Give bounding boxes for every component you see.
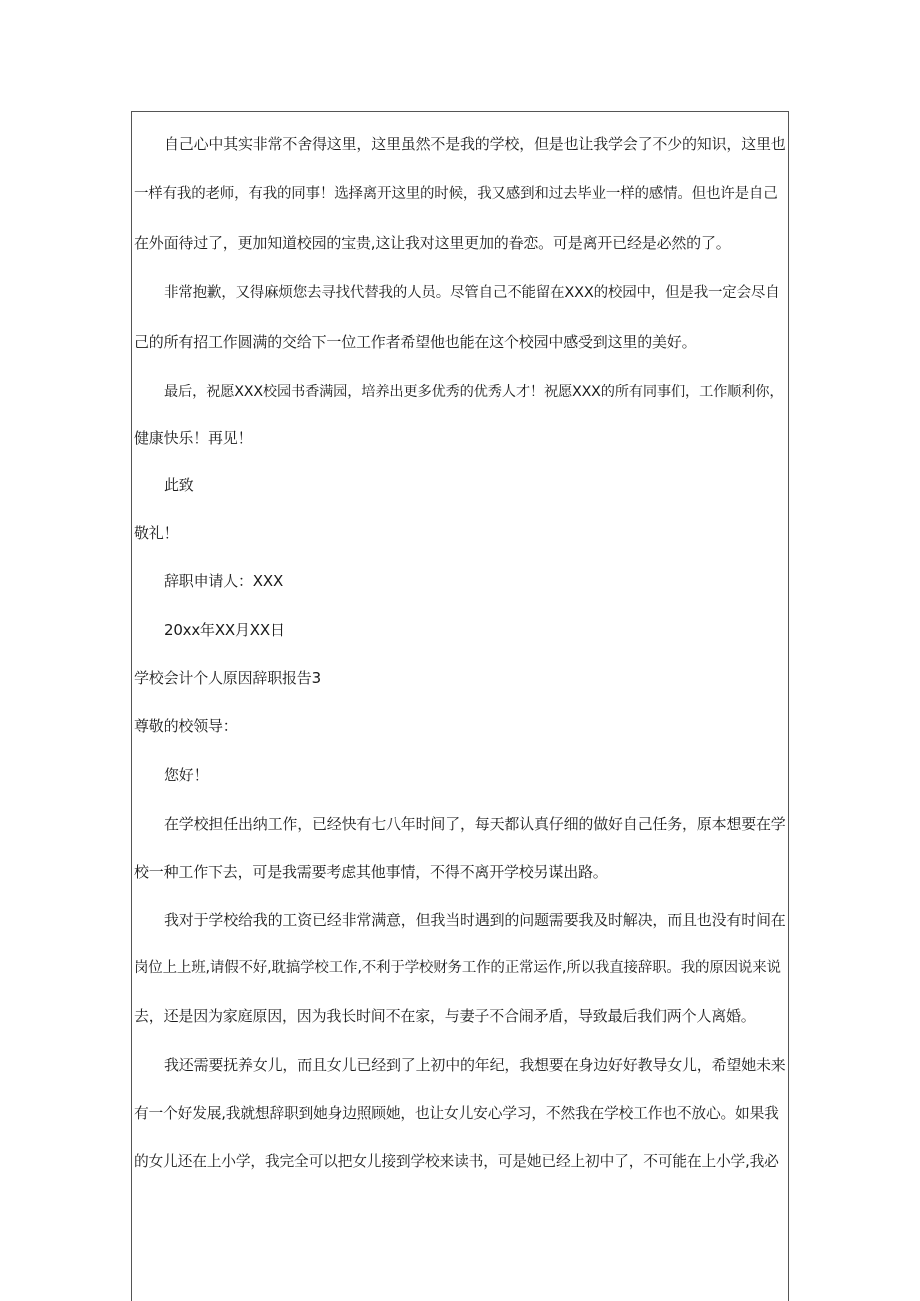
text-line: 我还需要抚养女儿，而且女儿已经到了上初中的年纪，我想要在身边好好教导女儿，希望她未来 — [164, 1056, 786, 1074]
greeting: 您好！ — [164, 766, 209, 784]
text-line: 一样有我的老师，有我的同事！选择离开这里的时候，我又感到和过去毕业一样的感情。但也许是自己 — [134, 186, 778, 202]
date-line: 20xx年XX月XX日 — [164, 621, 285, 639]
text-line: 非常抱歉，又得麻烦您去寻找代替我的人员。尽管自己不能留在XXX的校园中，但是我一定会尽自 — [164, 285, 780, 301]
text-line: 校一种工作下去，可是我需要考虑其他事情，不得不离开学校另谋出路。 — [134, 863, 608, 881]
signature-line: 辞职申请人：XXX — [164, 572, 284, 590]
text-line: 去，还是因为家庭原因，因为我长时间不在家，与妻子不合闹矛盾，导致最后我们两个人离婚。 — [134, 1007, 756, 1025]
text-line: 在外面待过了，更加知道校园的宝贵,这让我对这里更加的眷恋。可是离开已经是必然的了。 — [134, 234, 731, 252]
text-line: 自己心中其实非常不舍得这里，这里虽然不是我的学校，但是也让我学会了不少的知识，这里也 — [164, 135, 786, 153]
text-line: 在学校担任出纳工作，已经快有七八年时间了，每天都认真仔细的做好自己任务，原本想要在学 — [164, 815, 786, 833]
text-line: 的女儿还在上小学，我完全可以把女儿接到学校来读书，可是她已经上初中了，不可能在上小学,我必 — [134, 1153, 779, 1170]
text-line: 最后，祝愿XXX校园书香满园，培养出更多优秀的优秀人才！祝愿XXX的所有同事们，工作顺利你， — [164, 384, 784, 400]
closing-salutation: 此致 — [164, 476, 194, 494]
text-line: 岗位上上班,请假不好,耽搞学校工作,不利于学校财务工作的正常运作,所以我直接辞职。我的原因说来说 — [134, 960, 781, 976]
closing-regards: 敬礼！ — [134, 524, 179, 542]
greeting-recipient: 尊敬的校领导： — [134, 717, 238, 735]
text-line: 己的所有招工作圆满的交给下一位工作者希望他也能在这个校园中感受到这里的美好。 — [134, 333, 697, 351]
text-line: 我对于学校给我的工资已经非常满意，但我当时遇到的问题需要我及时解决，而且也没有时间在 — [164, 911, 786, 929]
section-title: 学校会计个人原因辞职报告3 — [134, 669, 321, 687]
text-line: 健康快乐！再见！ — [134, 429, 253, 447]
text-line: 有一个好发展,我就想辞职到她身边照顾她，也让女儿安心学习，不然我在学校工作也不放心。如果我 — [134, 1105, 779, 1122]
